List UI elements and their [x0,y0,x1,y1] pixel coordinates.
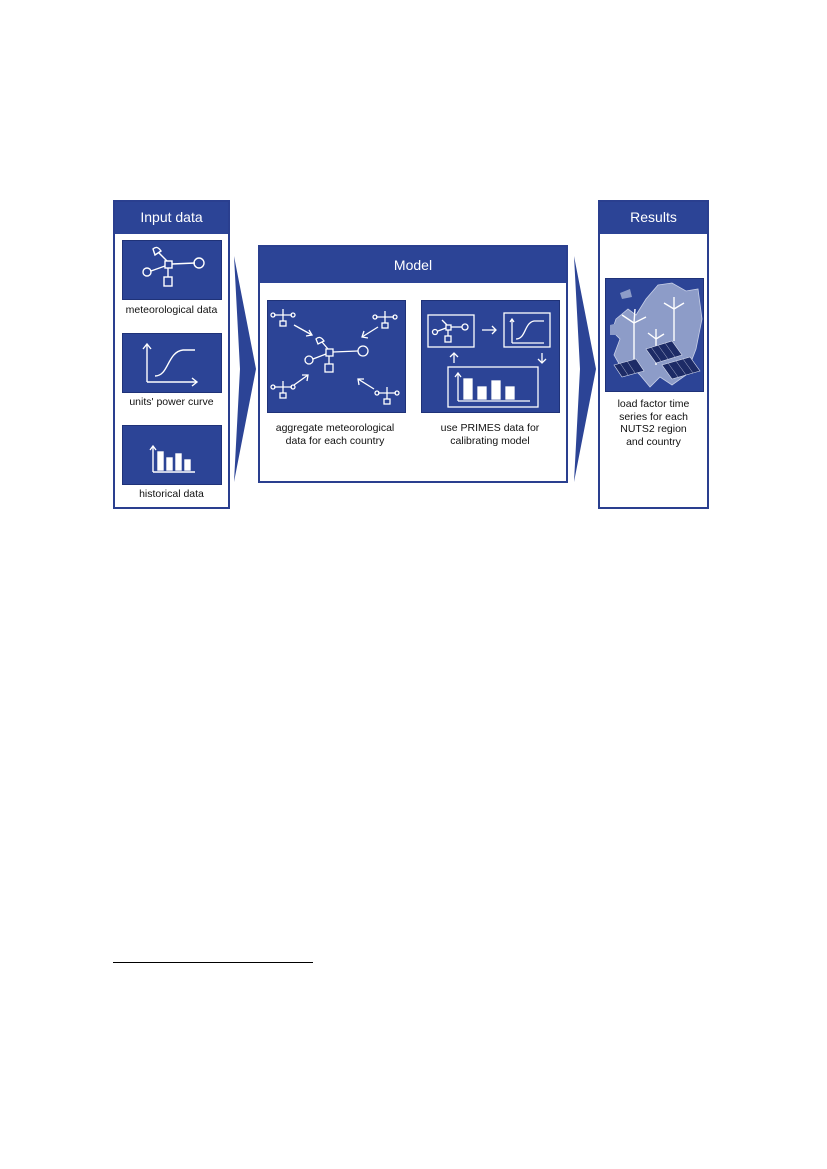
input-data-panel [113,200,230,509]
power-curve-tile [122,333,222,393]
flow-arrow-2 [572,246,598,492]
aggregate-label-line-1: aggregate meteorological [275,422,395,434]
results-label-line-3: NUTS2 region [620,423,687,435]
power-curve-label: units' power curve [129,396,214,408]
results-label-line-1: load factor time [617,398,690,410]
meteorological-data-tile [122,240,222,300]
results-panel [598,200,709,509]
aggregate-tile [267,300,406,413]
results-label [600,398,707,448]
calibration-tile [421,300,560,413]
bar-chart-icon [123,426,221,484]
europe-map-icon [606,279,703,391]
flow-arrow-1 [232,246,258,492]
aggregate-anemometers-icon [268,301,405,412]
results-label-line-2: series for each [619,410,688,423]
calibration-label-line-2: calibrating model [450,434,530,447]
aggregate-label [260,422,410,447]
results-title: Results [600,202,707,234]
anemometer-icon [123,241,221,299]
historical-data-label: historical data [139,488,204,500]
meteorological-data-label: meteorological data [125,304,218,316]
calibration-loop-icon [422,301,559,412]
calibration-label [415,422,565,447]
footnote-separator [113,962,313,963]
model-title: Model [260,247,566,283]
power-curve-icon [123,334,221,392]
aggregate-label-line-2: data for each country [285,434,385,447]
calibration-label-line-1: use PRIMES data for [440,422,540,434]
model-panel [258,245,568,483]
historical-data-tile [122,425,222,485]
results-label-line-4: and country [626,435,681,448]
europe-map-tile [605,278,704,392]
input-data-title: Input data [115,202,228,234]
